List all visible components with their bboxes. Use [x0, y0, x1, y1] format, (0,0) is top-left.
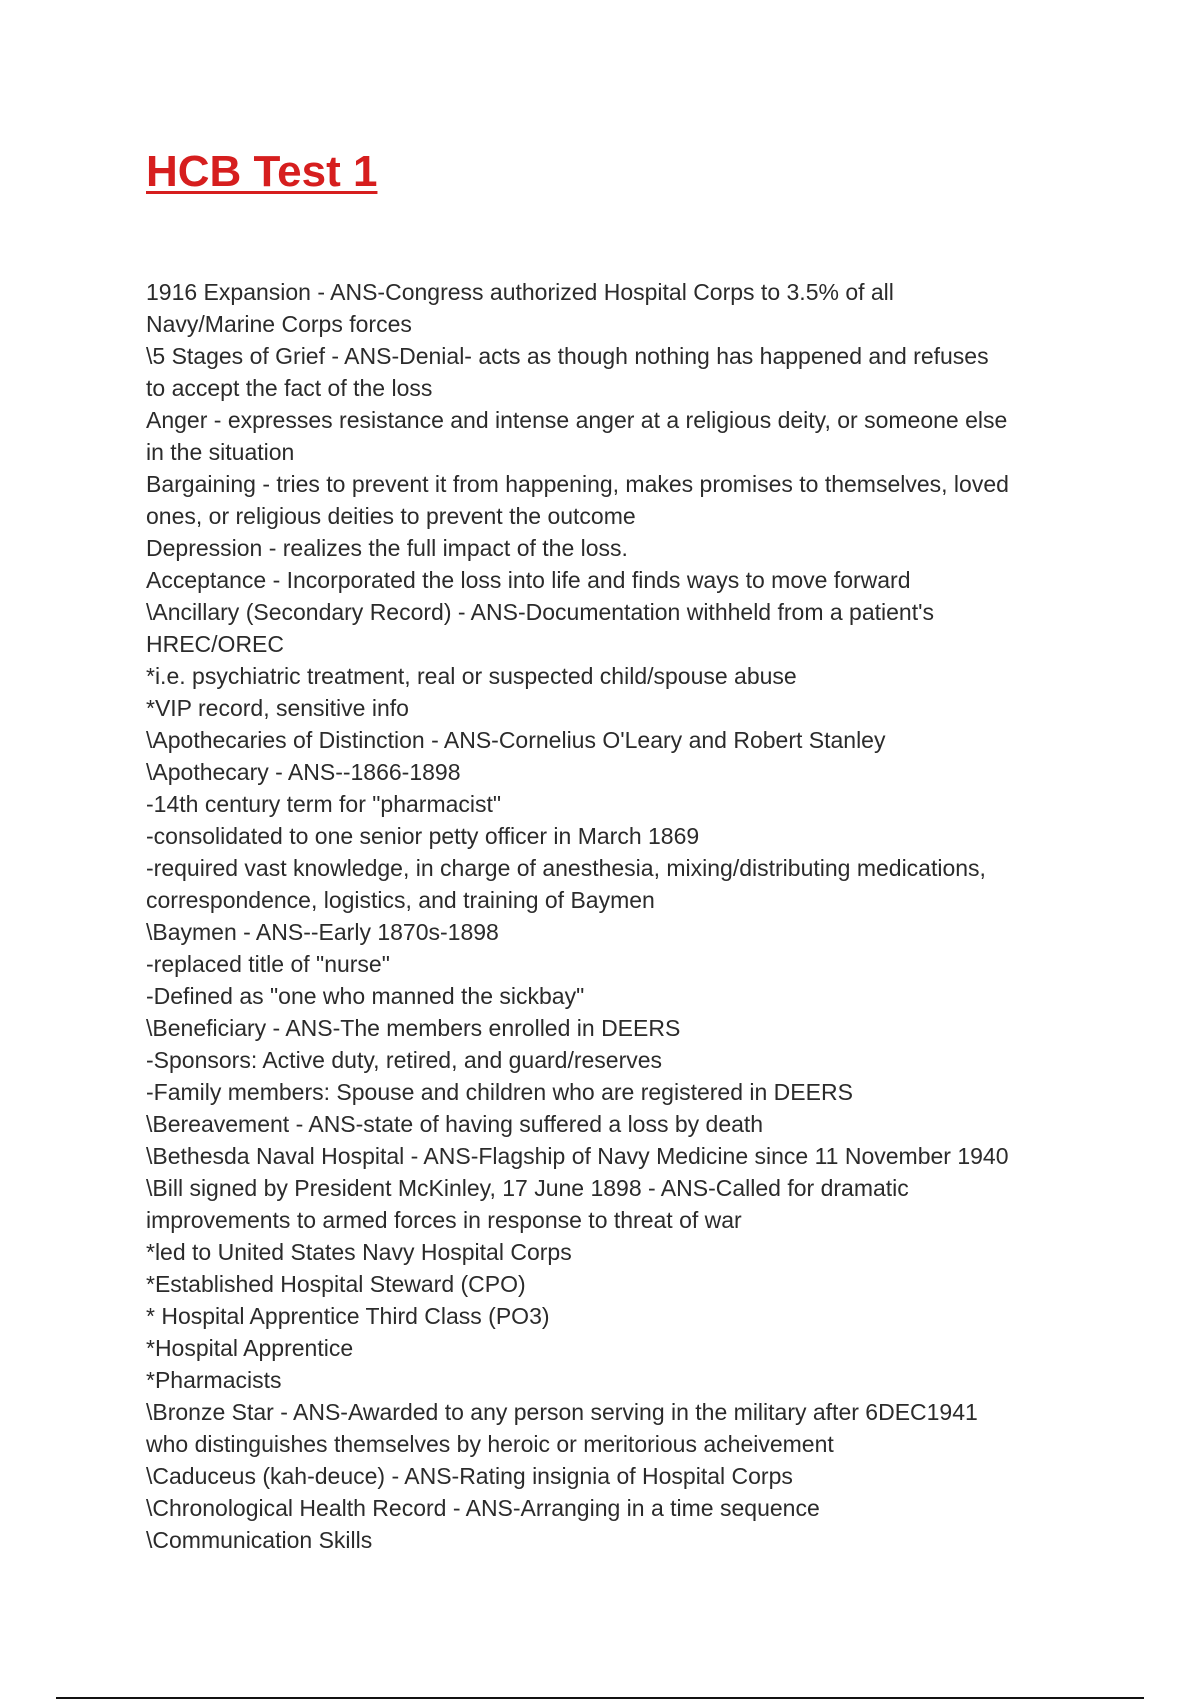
text-line: -14th century term for "pharmacist" — [146, 791, 502, 817]
text-line: Depression - realizes the full impact of the loss. — [146, 535, 628, 561]
document-body — [146, 276, 1076, 1556]
text-line: -Sponsors: Active duty, retired, and guard/reserves — [146, 1047, 663, 1073]
text-line: to accept the fact of the loss — [146, 375, 433, 401]
text-line: \Bill signed by President McKinley, 17 June 1898 - ANS-Called for dramatic — [146, 1175, 909, 1201]
text-line: Acceptance - Incorporated the loss into life and finds ways to move forward — [146, 567, 911, 593]
text-line: \Communication Skills — [146, 1527, 373, 1553]
text-line: \Beneficiary - ANS-The members enrolled in DEERS — [146, 1015, 681, 1041]
text-line: Anger - expresses resistance and intense anger at a religious deity, or someone else — [146, 407, 1008, 433]
text-line: *Pharmacists — [146, 1367, 282, 1393]
text-line: *Hospital Apprentice — [146, 1335, 354, 1361]
text-line: \5 Stages of Grief - ANS-Denial- acts as though nothing has happened and refuses — [146, 343, 989, 369]
text-line: *i.e. psychiatric treatment, real or suspected child/spouse abuse — [146, 663, 797, 689]
text-line: Bargaining - tries to prevent it from happening, makes promises to themselves, loved — [146, 471, 1009, 497]
text-line: \Caduceus (kah-deuce) - ANS-Rating insignia of Hospital Corps — [146, 1463, 793, 1489]
text-line: * Hospital Apprentice Third Class (PO3) — [146, 1303, 550, 1329]
text-line: correspondence, logistics, and training of Baymen — [146, 887, 655, 913]
text-line: HREC/OREC — [146, 631, 285, 657]
text-line: Navy/Marine Corps forces — [146, 311, 412, 337]
text-line: -required vast knowledge, in charge of anesthesia, mixing/distributing medications, — [146, 855, 986, 881]
text-line: *led to United States Navy Hospital Corps — [146, 1239, 572, 1265]
footer-divider — [56, 1697, 1144, 1699]
text-line: improvements to armed forces in response to threat of war — [146, 1207, 742, 1233]
text-line: -Defined as "one who manned the sickbay" — [146, 983, 585, 1009]
text-line: in the situation — [146, 439, 295, 465]
text-line: \Bethesda Naval Hospital - ANS-Flagship of Navy Medicine since 11 November 1940 — [146, 1143, 1009, 1169]
text-line: who distinguishes themselves by heroic or meritorious acheivement — [146, 1431, 834, 1457]
text-line: \Bronze Star - ANS-Awarded to any person serving in the military after 6DEC1941 — [146, 1399, 978, 1425]
text-line: 1916 Expansion - ANS-Congress authorized Hospital Corps to 3.5% of all — [146, 279, 894, 305]
text-line: -Family members: Spouse and children who are registered in DEERS — [146, 1079, 853, 1105]
text-line: \Chronological Health Record - ANS-Arranging in a time sequence — [146, 1495, 820, 1521]
text-line: -replaced title of "nurse" — [146, 951, 390, 977]
text-line: \Bereavement - ANS-state of having suffered a loss by death — [146, 1111, 764, 1137]
text-line: \Apothecary - ANS--1866-1898 — [146, 759, 461, 785]
text-line: \Baymen - ANS--Early 1870s-1898 — [146, 919, 499, 945]
text-line: \Apothecaries of Distinction - ANS-Cornelius O'Leary and Robert Stanley — [146, 727, 886, 753]
text-line: *Established Hospital Steward (CPO) — [146, 1271, 526, 1297]
text-line: *VIP record, sensitive info — [146, 695, 409, 721]
text-line: -consolidated to one senior petty officer in March 1869 — [146, 823, 700, 849]
document-title: HCB Test 1 — [146, 147, 378, 196]
text-line: ones, or religious deities to prevent the outcome — [146, 503, 636, 529]
text-line: \Ancillary (Secondary Record) - ANS-Documentation withheld from a patient's — [146, 599, 935, 625]
